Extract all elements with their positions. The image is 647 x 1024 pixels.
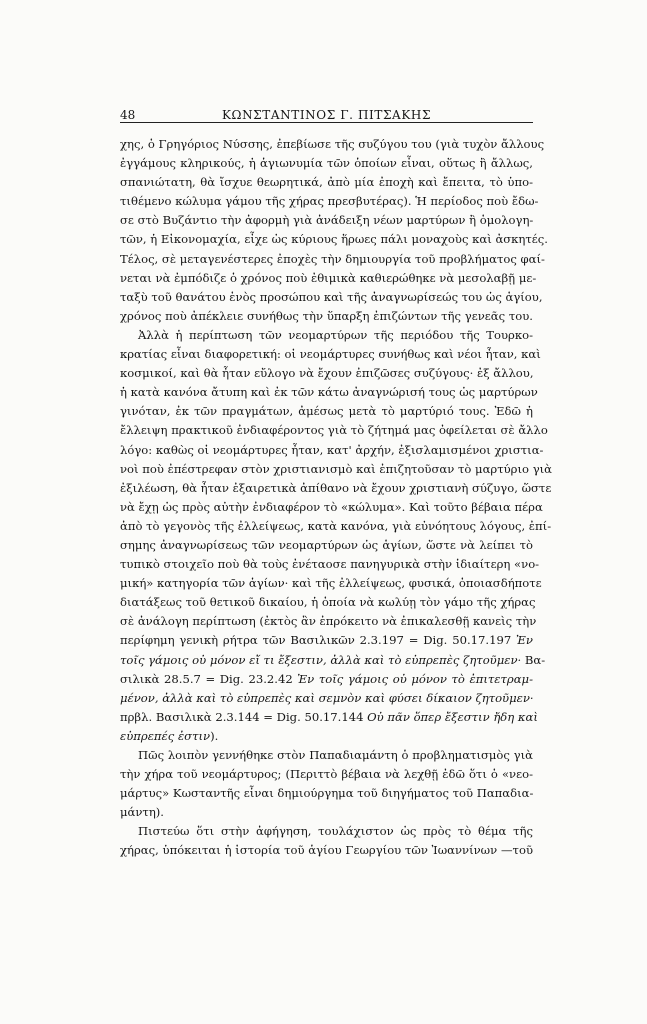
text-line: Πιστεύω ὅτι στὴν ἀφήγηση, τουλάχιστον ὡς πρὸς τὸ θέμα τῆς xyxy=(138,824,533,839)
text-line-mixed xyxy=(120,670,533,689)
italic-citation: μένον, ἀλλὰ καὶ τὸ εὐπρεπὲς καὶ σεμνὸν καὶ φύσει δίκαιον ζητοῦμεν· xyxy=(120,690,534,705)
text-line-mixed xyxy=(120,727,533,746)
body-text xyxy=(120,135,553,861)
text-line: νεται νὰ ἐμπόδιζε ὁ χρόνος ποὺ ἐθιμικὰ καθιερώθηκε νὰ μεσολαβῇ με- xyxy=(120,270,537,285)
text-line: τὴν χήρα τοῦ νεομάρτυρος; (Περιττὸ βέβαια νὰ λεχθῇ ἐδῶ ὅτι ὁ «νεο- xyxy=(120,767,533,782)
text-run: ). xyxy=(210,728,219,743)
text-line: χρόνος ποὺ ἀπέκλειε συνήθως τὴν ὕπαρξη ἐπιζώντων τῆς γενεᾶς του. xyxy=(120,308,533,323)
text-line: κοσμικοί, καὶ θὰ ἦταν εὔλογο νὰ ἔχουν ἐπιζῶσες συζύγους· ἐξ ἄλλου, xyxy=(120,366,534,381)
text-line: ταξὺ τοῦ θανάτου ἑνὸς προσώπου καὶ τῆς ἀναγνωρίσεώς του ὡς ἁγίου, xyxy=(120,289,543,304)
italic-citation: Ἐν τοῖς γάμοις οὐ μόνον τὸ ἐπιτετραμ- xyxy=(297,671,534,686)
text-line: ἐξιλέωση, θὰ ἦταν ἐξαιρετικὰ ἀπίθανο νὰ ἔχουν χριστιανὴ σύζυγο, ὥστε xyxy=(120,480,552,495)
text-line: μάρτυς» Κωσταντῆς εἶναι δημιούργημα τοῦ διηγήματος τοῦ Παπαδια- xyxy=(120,786,534,801)
page-number: 48 xyxy=(120,108,136,122)
text-line: Πῶς λοιπὸν γεννήθηκε στὸν Παπαδιαμάντη ὁ προβληματισμὸς γιὰ xyxy=(138,748,533,762)
text-line: μική» κατηγορία τῶν ἁγίων· καὶ τῆς ἐλλείψεως, φυσικά, ὁποιασδήποτε xyxy=(120,576,542,591)
text-line: γινόταν, ἐκ τῶν πραγμάτων, ἀμέσως μετὰ τὸ μαρτύριό τους. Ἐδῶ ἡ xyxy=(120,404,533,419)
text-line: νοὶ ποὺ ἐπέστρεφαν στὸν χριστιανισμὸ καὶ ἐπιζητοῦσαν τὸ μαρτύριο γιὰ xyxy=(120,461,553,476)
text-line: χης, ὁ Γρηγόριος Νύσσης, ἐπεβίωσε τῆς συζύγου του (γιὰ τυχὸν ἄλλους xyxy=(120,137,545,151)
text-line-mixed xyxy=(120,689,533,708)
text-line: Ἀλλὰ ἡ περίπτωση τῶν νεομαρτύρων τῆς περιόδου τῆς Τουρκο- xyxy=(138,327,533,342)
text-line: κρατίας εἶναι διαφορετική: οἱ νεομάρτυρες συνήθως καὶ νέοι ἦταν, καὶ xyxy=(120,347,541,362)
italic-citation: Ἐν xyxy=(516,633,533,648)
text-line: σπανιώτατη, θὰ ἴσχυε θεωρητικά, ἀπὸ μία ἐποχὴ καὶ ἔπειτα, τὸ ὑπο- xyxy=(120,175,533,190)
text-run: Βα- xyxy=(521,652,546,667)
text-line: τῶν, ἡ Εἰκονομαχία, εἶχε ὡς κύριους ἥρωες πάλι μοναχοὺς καὶ ἀσκητές. xyxy=(120,232,548,247)
text-run: πρβλ. Βασιλικὰ 2.3.144 = Dig. 50.17.144 xyxy=(120,709,368,724)
text-line: ἡ κατὰ κανόνα ἄτυπη καὶ ἐκ τῶν κάτω ἀναγνώρισή τους ὡς μαρτύρων xyxy=(120,385,538,400)
italic-citation: εὐπρεπές ἐστιν xyxy=(120,728,211,743)
text-line: σε στὸ Βυζάντιο τὴν ἀφορμὴ γιὰ ἀνάδειξη νέων μαρτύρων ἢ ὁμολογη- xyxy=(120,213,534,228)
text-line-mixed xyxy=(120,631,533,650)
text-line: ἔλλειψη πρακτικοῦ ἐνδιαφέροντος γιὰ τὸ ζήτημά μας ὀφείλεται σὲ ἄλλο xyxy=(120,423,548,438)
text-line: διατάξεως τοῦ θετικοῦ δικαίου, ἡ ὁποία νὰ κωλύῃ τὸν γάμο τῆς χήρας xyxy=(120,595,536,610)
text-line: ἀπὸ τὸ γεγονὸς τῆς ἐλλείψεως, κατὰ κανόνα, γιὰ εὐνόητους λόγους, ἐπί- xyxy=(120,518,552,533)
text-line-mixed xyxy=(120,651,546,670)
text-line: Τέλος, σὲ μεταγενέστερες ἐποχὲς τὴν δημιουργία τοῦ προβλήματος φαί- xyxy=(120,251,545,266)
text-line: τυπικὸ στοιχεῖο ποὺ θὰ τοὺς ἐνέταοσε πανηγυρικὰ στὴν ἰδιαίτερη «νο- xyxy=(120,557,540,572)
text-run: περίφημη γενικὴ ρήτρα τῶν Βασιλικῶν 2.3.197 = Dig. 50.17.197 xyxy=(120,633,517,648)
text-line: μάντη). xyxy=(120,805,164,820)
text-line: χήρας, ὑπόκειται ἡ ἱστορία τοῦ ἁγίου Γεωργίου τῶν Ἰωαννίνων —τοῦ xyxy=(120,843,533,858)
text-line: νὰ ἔχῃ ὡς πρὸς αὐτὴν ἐνδιαφέρον τὸ «κώλυμα». Καὶ τοῦτο βέβαια πέρα xyxy=(120,499,543,514)
italic-citation: τοῖς γάμοις οὐ μόνον εἴ τι ἔξεστιν, ἀλλὰ καὶ τὸ εὐπρεπὲς ζητοῦμεν· xyxy=(120,652,522,667)
page-header xyxy=(120,108,533,123)
text-run: σιλικὰ 28.5.7 = Dig. 23.2.42 xyxy=(120,671,298,686)
text-line: τιθέμενο κώλυμα γάμου τῆς χήρας πρεσβυτέρας). Ἡ περίοδος ποὺ ἔδω- xyxy=(120,194,539,209)
text-line: σημης ἀναγνωρίσεως τῶν νεομαρτύρων ὡς ἁγίων, ὥστε νὰ λείπει τὸ xyxy=(120,537,533,552)
text-line-mixed xyxy=(120,708,538,727)
text-line: σὲ ἀνάλογη περίπτωση (ἐκτὸς ἂν ἐπρόκειτο νὰ ἐπικαλεσθῇ κανεὶς τὴν xyxy=(120,614,537,629)
text-line: λόγο: καθὼς οἱ νεομάρτυρες ἦταν, κατ' ἀρχήν, ἐξισλαμισμένοι χριστια- xyxy=(120,442,544,457)
text-line: ἐγγάμους κληρικούς, ἡ ἁγιωνυμία τῶν ὁποίων εἶναι, οὕτως ἢ ἄλλως, xyxy=(120,156,533,171)
italic-citation: Οὐ πᾶν ὅπερ ἔξεστιν ἤδη καὶ xyxy=(367,709,538,724)
running-title: ΚΩΝΣΤΑΝΤΙΝΟΣ Γ. ΠΙΤΣΑΚΗΣ xyxy=(221,108,432,122)
